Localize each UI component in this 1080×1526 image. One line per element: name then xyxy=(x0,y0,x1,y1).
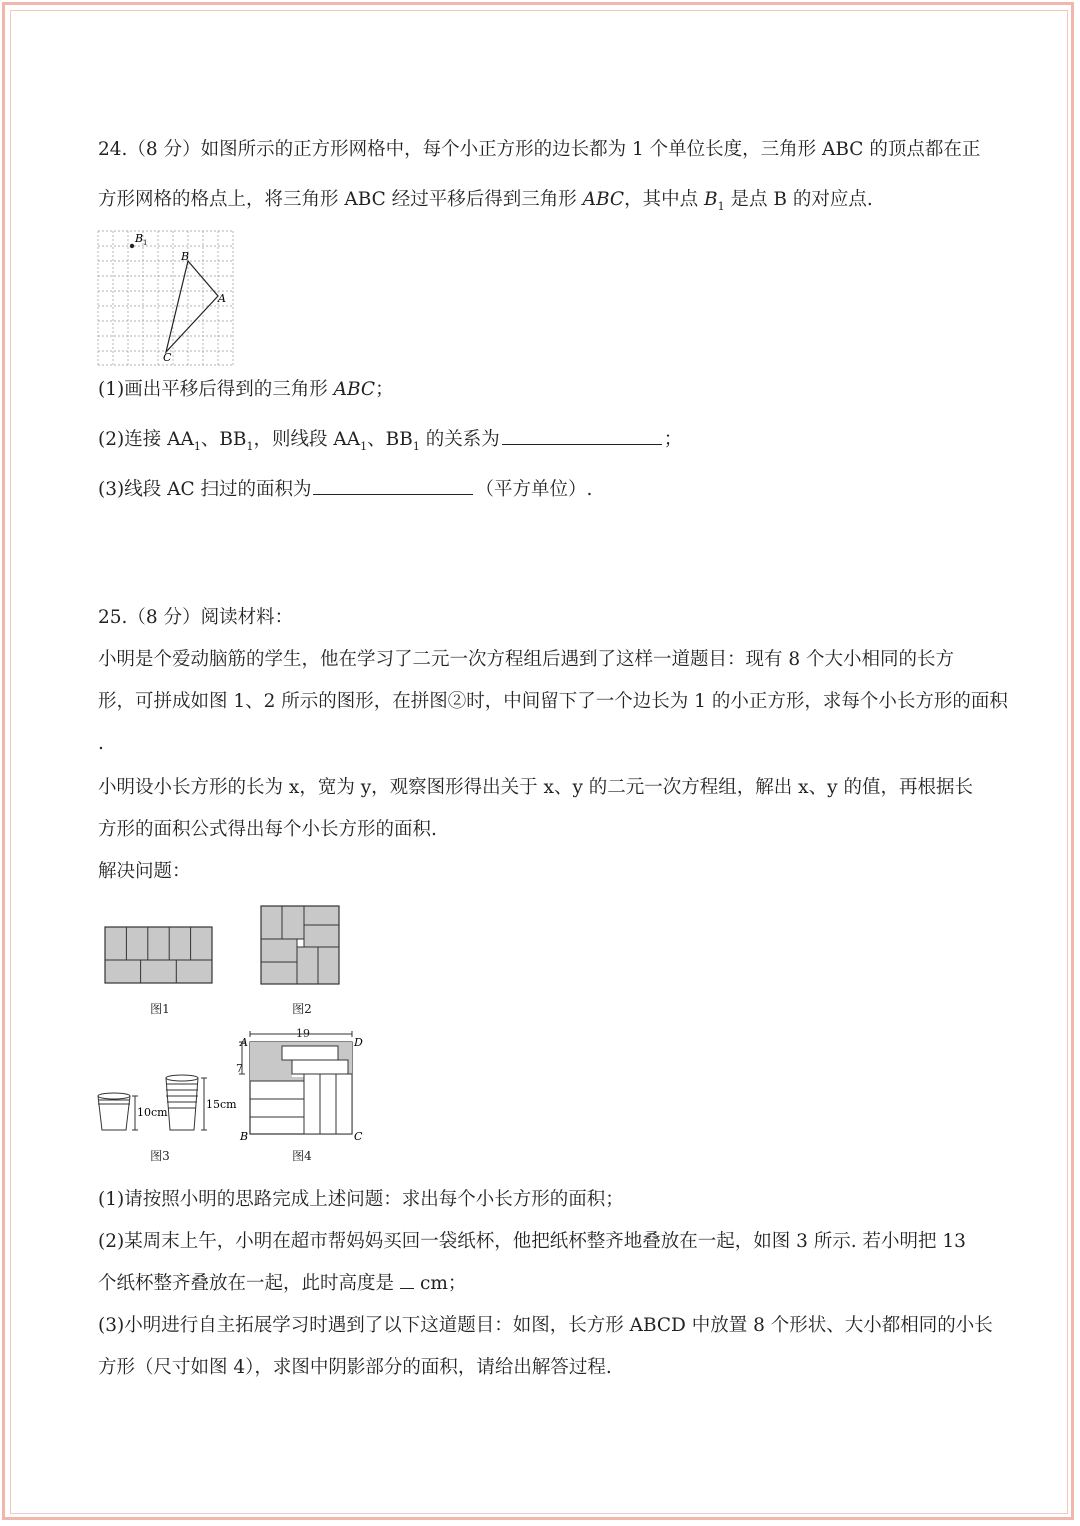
q25-p2a: (2)某周末上午，小明在超市帮妈妈买回一袋纸杯，他把纸杯整齐地叠放在一起，如图 3 所示. 若小明把 13 xyxy=(98,1231,966,1252)
q25-p3a: (3)小明进行自主拓展学习时遇到了以下这道题目：如图，长方形 ABCD 中放置 8 个形状、大小都相同的小长 xyxy=(98,1315,993,1336)
q24-p2: (2)连接 $AA_1$、$BB_1$，则线段 $AA_1$、$BB_1$ 的关系为 ； xyxy=(98,429,683,453)
q24-p2b: 、BB xyxy=(200,429,247,450)
figure-1 xyxy=(104,926,214,986)
q25-solve: 解决问题： xyxy=(98,861,191,882)
q24-p3a: (3)线段 AC 扫过的面积为 xyxy=(98,479,312,500)
label-b1: B xyxy=(135,232,144,245)
label-10cm: 10cm xyxy=(137,1106,168,1119)
label-A: A xyxy=(240,1036,248,1049)
q24-p2-end: ； xyxy=(663,429,683,450)
q25-p3b: 方形（尺寸如图 4），求图中阴影部分的面积，请给出解答过程. xyxy=(98,1357,612,1378)
label-C: C xyxy=(354,1130,363,1143)
q25-m4: 小明设小长方形的长为 x，宽为 y，观察图形得出关于 x、y 的二元一次方程组，解出 x、y 的值，再根据长 xyxy=(98,777,973,798)
figure-4 xyxy=(232,1024,368,1144)
q25-m2: 形，可拼成如图 1、2 所示的图形，在拼图②时，中间留下了一个边长为 1 的小正方形，求每个小长方形的面积 xyxy=(98,691,1008,712)
q24-p3 xyxy=(98,478,988,502)
q25-p1: (1)请按照小明的思路完成上述问题：求出每个小长方形的面积； xyxy=(98,1189,624,1210)
q24-line1: 24.（8 分）如图所示的正方形网格中，每个小正方形的边长都为 1 个单位长度，三角形 ABC 的顶点都在正 xyxy=(98,139,981,160)
q25-m3: . xyxy=(98,733,104,754)
q25-m5: 方形的面积公式得出每个小长方形的面积. xyxy=(98,819,437,840)
q24-p2d: 、BB xyxy=(367,429,413,450)
figure-3 xyxy=(94,1070,244,1136)
label-B: B xyxy=(240,1130,249,1143)
q25-p2b-post: cm； xyxy=(420,1273,467,1294)
label-7: 7 xyxy=(236,1062,243,1075)
answer-blank-height[interactable] xyxy=(400,1274,414,1289)
q24-p3b: （平方单位）. xyxy=(475,479,593,500)
q25-m1: 小明是个爱动脑筋的学生，他在学习了二元一次方程组后遇到了这样一道题目：现有 8 个大小相同的长方 xyxy=(98,649,955,670)
grid-lines xyxy=(98,231,234,365)
q24-line2: 方形网格的格点上，将三角形 ABC 经过平移后得到三角形 ABC，其中点 $B_1$ 是点 B 的对应点. xyxy=(98,189,873,213)
q24-grid-figure xyxy=(97,230,237,366)
answer-blank-relation[interactable] xyxy=(502,428,662,445)
q25-p2b-pre: 个纸杯整齐叠放在一起，此时高度是 xyxy=(98,1273,395,1294)
q25-title: 25.（8 分）阅读材料： xyxy=(98,607,294,628)
caption-fig2: 图2 xyxy=(292,1002,312,1016)
q25-p2b xyxy=(98,1272,988,1296)
label-c: C xyxy=(163,351,172,364)
label-D: D xyxy=(354,1036,363,1049)
q24-p2a: (2)连接 AA xyxy=(98,429,194,450)
answer-blank-area[interactable] xyxy=(313,478,473,495)
label-a: A xyxy=(218,292,226,305)
label-15cm: 15cm xyxy=(206,1098,237,1111)
q24-line2c: 是点 B 的对应点. xyxy=(724,189,873,210)
label-19: 19 xyxy=(296,1027,310,1040)
q24-p1-text: (1)画出平移后得到的三角形 xyxy=(98,379,334,400)
q24-p1-end: ； xyxy=(375,379,394,400)
figure-2 xyxy=(260,905,342,987)
q24-line2b: ，其中点 xyxy=(624,189,704,210)
q24-p1-tri: ABC xyxy=(333,379,376,400)
q24-p1 xyxy=(98,378,988,402)
label-b1-sub: 1 xyxy=(143,239,148,247)
q24-tri1: ABC xyxy=(582,189,625,210)
q24-p2e: 的关系为 xyxy=(419,429,500,450)
triangle-abc xyxy=(166,261,218,352)
q24-line2a: 方形网格的格点上，将三角形 ABC 经过平移后得到三角形 xyxy=(98,189,583,210)
caption-fig1: 图1 xyxy=(150,1002,170,1016)
caption-fig3: 图3 xyxy=(150,1149,170,1163)
caption-fig4: 图4 xyxy=(292,1149,312,1163)
point-b1 xyxy=(130,244,134,248)
q24-p2c: ，则线段 AA xyxy=(253,429,361,450)
q24-pt-b1: B xyxy=(703,189,718,210)
label-b: B xyxy=(181,250,190,263)
